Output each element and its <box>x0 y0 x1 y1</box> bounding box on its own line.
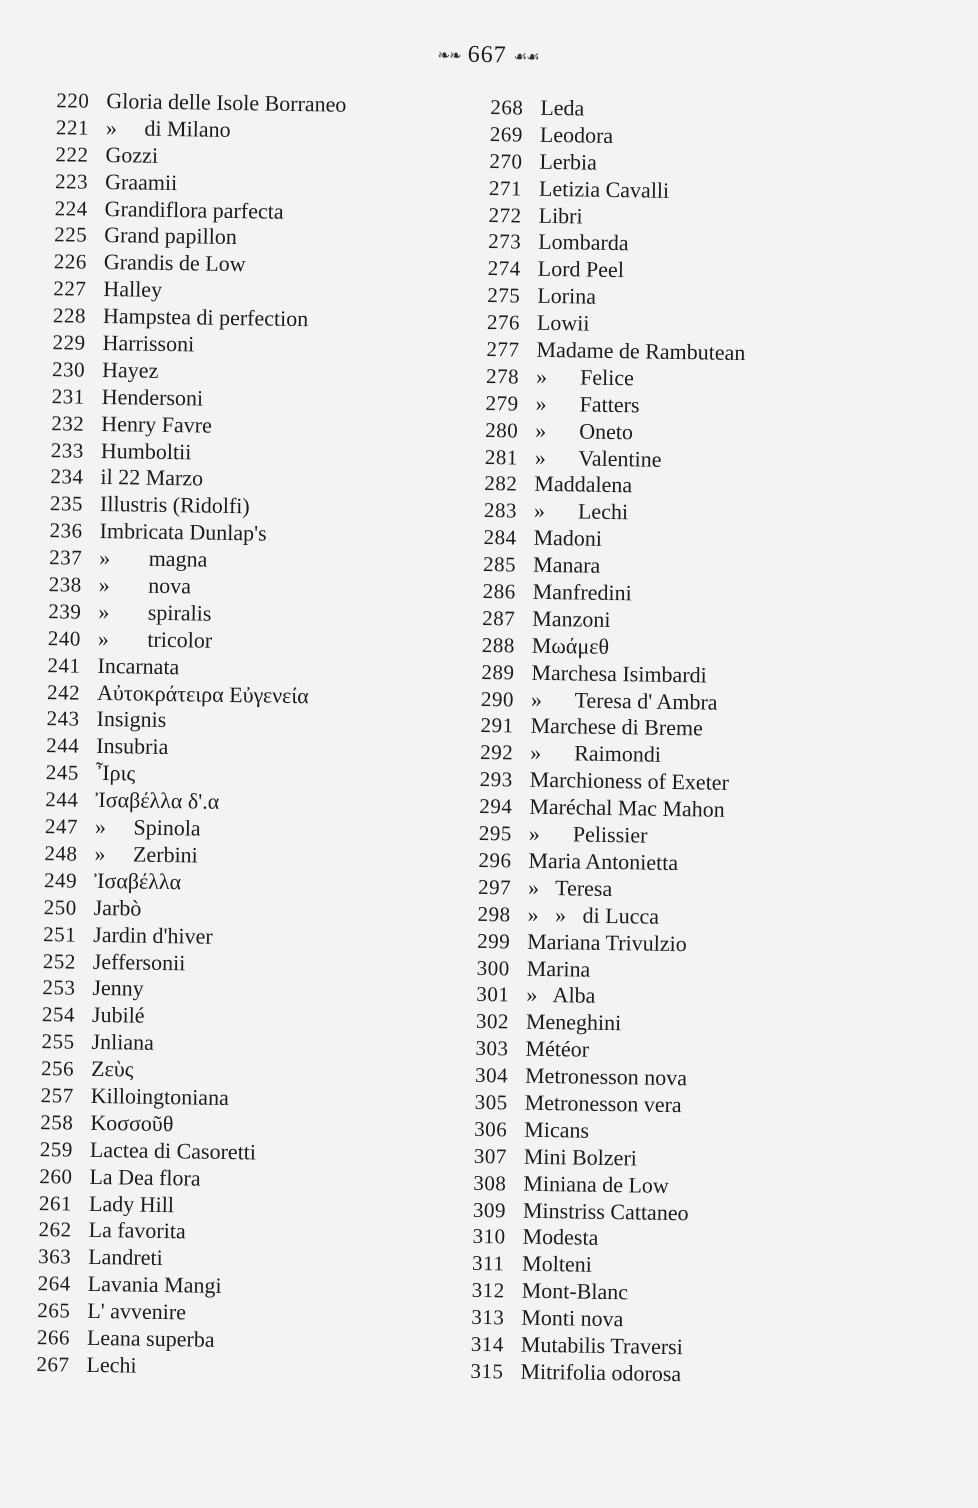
entry-number: 296 <box>478 847 512 873</box>
entry-name: La Dea flora <box>89 1163 201 1191</box>
entry-name: » di Milano <box>105 114 231 142</box>
entry-number: 240 <box>47 625 82 651</box>
entry-number: 287 <box>482 605 516 631</box>
entry-name: Marchioness of Exeter <box>529 767 730 796</box>
entry-name: Miniana de Low <box>523 1170 670 1198</box>
entry-number: 238 <box>48 572 82 597</box>
entry-name: Letizia Cavalli <box>538 175 670 203</box>
entry-number: 292 <box>479 740 514 765</box>
entry-name: Incarnata <box>97 652 180 679</box>
entry-number: 252 <box>42 948 77 974</box>
entry-name: Gozzi <box>105 141 159 168</box>
entry-name: Minstriss Cattaneo <box>522 1197 689 1225</box>
entry-name: Grandis de Low <box>103 249 246 277</box>
entry-name: Leana superba <box>86 1324 215 1352</box>
entry-name: Metronesson nova <box>524 1062 688 1091</box>
entry-name: » magna <box>98 545 208 572</box>
entry-name: » Alba <box>526 982 596 1009</box>
entry-number: 258 <box>40 1109 74 1135</box>
entry-name: Mont-Blanc <box>521 1277 629 1305</box>
entry-number: 255 <box>41 1029 75 1054</box>
entry-name: » Felice <box>535 363 635 391</box>
entry-number: 222 <box>55 141 89 167</box>
entry-number: 237 <box>49 545 83 570</box>
entry-number: 249 <box>43 867 78 893</box>
entry-name: Maddalena <box>534 471 633 498</box>
entry-name: Illustris (Ridolfi) <box>99 491 250 519</box>
entry-name: Jarbò <box>93 894 142 921</box>
entry-number: 223 <box>54 168 89 194</box>
entry-number: 233 <box>50 437 85 463</box>
entry-number: 227 <box>53 276 87 301</box>
entry-name: Manfredini <box>532 578 632 606</box>
entry-number: 256 <box>40 1056 75 1081</box>
entry-number: 228 <box>52 303 87 328</box>
entry-number: 284 <box>483 525 517 550</box>
entry-number: 279 <box>485 390 519 416</box>
entry-name: Molteni <box>521 1250 593 1278</box>
entry-name: » Teresa d' Ambra <box>530 686 718 715</box>
entry-number: 225 <box>54 222 88 248</box>
entry-number: 261 <box>38 1190 73 1216</box>
entry-number: 224 <box>54 195 88 221</box>
entry-number: 236 <box>49 518 83 543</box>
entry-number: 241 <box>47 652 81 678</box>
entry-number: 276 <box>486 310 521 335</box>
entry-name: Lord Peel <box>537 256 625 283</box>
entry-number: 288 <box>481 632 516 658</box>
entry-name: » Valentine <box>534 444 662 472</box>
entry-name: Jenny <box>92 975 144 1002</box>
entry-number: 299 <box>477 928 511 954</box>
entry-number: 232 <box>51 410 85 436</box>
entry-number: 275 <box>487 283 521 308</box>
entry-name: Grand papillon <box>104 222 238 250</box>
entry-number: 277 <box>486 337 520 362</box>
entry-name: » Pelissier <box>528 820 648 848</box>
entry-number: 286 <box>482 579 516 604</box>
entry-number: 235 <box>49 491 84 517</box>
entry-name: Lerbia <box>539 148 598 175</box>
entry-number: 302 <box>475 1009 510 1034</box>
entry-name: Lombarda <box>538 229 629 256</box>
entry-number: 244 <box>46 733 80 759</box>
entry-name: Marchesa Isimbardi <box>531 659 707 688</box>
entry-name: » Teresa <box>527 874 613 901</box>
entry-number: 310 <box>472 1224 506 1249</box>
entry-name: Αὐτοκράτειρα Εὐγενεία <box>96 679 310 708</box>
entry-number: 314 <box>470 1331 505 1357</box>
left-column <box>36 87 456 1384</box>
entry-number: 305 <box>474 1089 508 1115</box>
entry-number: 293 <box>479 767 513 792</box>
entry-number: 257 <box>40 1083 74 1108</box>
entry-name: Jeffersonii <box>92 948 186 975</box>
entry-number: 231 <box>51 383 85 409</box>
entry-name: Lowii <box>536 309 590 336</box>
entry-name: Killoingtoniana <box>90 1082 230 1111</box>
entry-number: 278 <box>485 363 520 389</box>
entry-number: 234 <box>50 464 84 490</box>
ornament-left: ❧❧ <box>437 48 461 65</box>
entry-name: Mini Bolzeri <box>523 1143 638 1171</box>
entry-number: 250 <box>43 894 77 920</box>
entry-name: il 22 Marzo <box>100 464 204 492</box>
entry-number: 226 <box>53 249 88 275</box>
entry-number: 298 <box>477 901 511 927</box>
entry-number: 315 <box>470 1358 504 1384</box>
entry-name: Gloria delle Isole Borraneo <box>106 88 347 117</box>
entry-number: 253 <box>42 975 76 1001</box>
entry-name: Lady Hill <box>88 1190 175 1217</box>
entry-number: 306 <box>474 1116 508 1142</box>
entry-number: 264 <box>37 1271 71 1296</box>
entry-name: » Lechi <box>533 498 629 525</box>
list-item <box>470 1358 890 1391</box>
entry-number: 313 <box>471 1304 505 1330</box>
entry-number: 281 <box>484 444 519 470</box>
entry-number: 308 <box>473 1170 507 1196</box>
entry-number: 220 <box>56 88 90 113</box>
entry-name: » Zerbini <box>94 840 198 868</box>
entry-name: Manara <box>532 551 601 578</box>
entry-name: Modesta <box>522 1224 599 1251</box>
entry-number: 247 <box>44 814 79 839</box>
entry-number: 294 <box>479 794 513 819</box>
entry-name: Hayez <box>101 356 159 383</box>
entry-name: Hampstea di perfection <box>102 303 309 332</box>
entry-number: 290 <box>480 686 515 712</box>
entry-name: Grandiflora parfecta <box>104 195 284 224</box>
entry-name: Lechi <box>86 1351 137 1378</box>
entry-name: Madame de Rambutean <box>536 336 746 366</box>
entry-name: Insignis <box>96 706 167 733</box>
list-item <box>36 1351 436 1384</box>
entry-number: 307 <box>473 1143 508 1169</box>
entry-name: Leda <box>540 94 585 121</box>
entry-number: 259 <box>39 1136 74 1162</box>
entry-name: La favorita <box>88 1217 186 1244</box>
entry-name: Marina <box>526 955 591 982</box>
entry-number: 265 <box>37 1298 71 1323</box>
entry-number: 297 <box>477 874 512 900</box>
entry-name: Madoni <box>533 525 603 552</box>
entry-name: Marchese di Breme <box>530 713 704 741</box>
entry-name: » Fatters <box>535 390 640 418</box>
entry-number: 309 <box>472 1197 507 1222</box>
entry-number: 262 <box>38 1217 72 1243</box>
entry-number: 229 <box>52 330 86 355</box>
entry-name: Imbricata Dunlap's <box>99 518 267 546</box>
entry-number: 282 <box>484 471 518 496</box>
entry-number: 272 <box>488 202 522 228</box>
entry-name: Ἰσαβέλλα <box>93 867 182 895</box>
entry-number: 300 <box>476 955 510 980</box>
entry-name: Halley <box>103 276 163 303</box>
entry-name: Henry Favre <box>101 410 213 438</box>
entry-number: 269 <box>489 121 524 147</box>
entry-name: Libri <box>538 202 583 229</box>
entry-number: 280 <box>485 417 519 443</box>
entry-number: 271 <box>488 175 523 201</box>
entry-name: Météor <box>525 1035 590 1062</box>
entry-number: 304 <box>474 1062 509 1088</box>
entry-name: Monti nova <box>521 1304 624 1332</box>
entry-name: Humboltii <box>100 437 192 464</box>
entry-number: 268 <box>490 95 524 120</box>
entry-number: 274 <box>487 256 521 281</box>
entry-number: 273 <box>488 229 522 254</box>
entry-name: » Raimondi <box>529 740 662 768</box>
entry-name: » » di Lucca <box>527 901 660 929</box>
entry-number: 289 <box>481 659 515 685</box>
entry-number: 230 <box>51 357 86 382</box>
page-header <box>0 34 977 76</box>
right-column <box>470 94 910 1391</box>
entry-name: Jardin d'hiver <box>93 921 213 949</box>
entry-name: Maréchal Mac Mahon <box>529 793 725 822</box>
entry-name: Mariana Trivulzio <box>527 928 687 956</box>
entry-name: Jnliana <box>91 1029 155 1056</box>
entry-number: 266 <box>36 1325 71 1350</box>
entry-number: 363 <box>38 1244 72 1269</box>
entry-name: » spiralis <box>98 598 212 626</box>
entry-number: 301 <box>476 982 510 1007</box>
entry-name: L' avvenire <box>87 1297 187 1325</box>
entry-name: Maria Antonietta <box>528 847 679 876</box>
entry-number: 291 <box>480 713 514 738</box>
entry-number: 260 <box>39 1163 73 1189</box>
entry-name: Insubria <box>96 733 169 760</box>
entry-number: 303 <box>475 1036 509 1061</box>
entry-name: Mutabilis Traversi <box>520 1331 684 1360</box>
entry-name: Manzoni <box>532 605 611 632</box>
entry-name: » Spinola <box>94 813 201 841</box>
entry-number: 267 <box>36 1351 70 1377</box>
entry-name: Lorina <box>537 283 597 309</box>
entry-name: Leodora <box>539 121 614 148</box>
entry-number: 242 <box>46 679 81 705</box>
entry-name: Graamii <box>104 168 178 195</box>
entry-name: Μωάμεθ <box>531 632 610 659</box>
entry-number: 312 <box>471 1278 505 1303</box>
entry-number: 221 <box>55 115 90 140</box>
entry-number: 254 <box>41 1002 76 1027</box>
entry-name: Harrissoni <box>102 329 195 357</box>
entry-name: Ζεὺς <box>90 1055 134 1082</box>
entry-name: Mitrifolia odorosa <box>520 1358 682 1387</box>
entry-number: 283 <box>483 498 518 523</box>
ornament-right: ☙☙ <box>513 49 539 66</box>
entry-name: » nova <box>98 571 192 599</box>
entry-number: 243 <box>46 706 80 732</box>
page-number: 667 <box>467 41 507 69</box>
entry-name: Jubilé <box>91 1002 145 1028</box>
entry-number: 311 <box>471 1251 505 1276</box>
entry-number: 245 <box>45 760 79 785</box>
entry-number: 295 <box>478 820 513 846</box>
entry-name: Ἰσαβέλλα δ'.α <box>95 787 220 815</box>
entry-number: 251 <box>43 921 77 947</box>
entry-name: Lactea di Casoretti <box>89 1136 257 1165</box>
entry-number: 239 <box>48 599 82 624</box>
entry-name: Micans <box>524 1116 590 1143</box>
entry-name: Meneghini <box>525 1008 622 1036</box>
entry-name: Metronesson vera <box>524 1089 682 1118</box>
entry-number: 244 <box>45 787 79 812</box>
entry-number: 248 <box>44 841 78 866</box>
entry-number: 285 <box>482 552 517 577</box>
entry-name: Ἶρις <box>95 760 136 786</box>
entry-name: » Oneto <box>535 417 634 445</box>
entry-number: 270 <box>489 148 523 174</box>
entry-name: » tricolor <box>97 625 213 653</box>
entry-name: Landreti <box>88 1244 163 1271</box>
entry-name: Hendersoni <box>101 383 204 411</box>
entry-name: Κοσσοῦθ <box>90 1109 174 1137</box>
entry-name: Lavania Mangi <box>87 1271 222 1299</box>
